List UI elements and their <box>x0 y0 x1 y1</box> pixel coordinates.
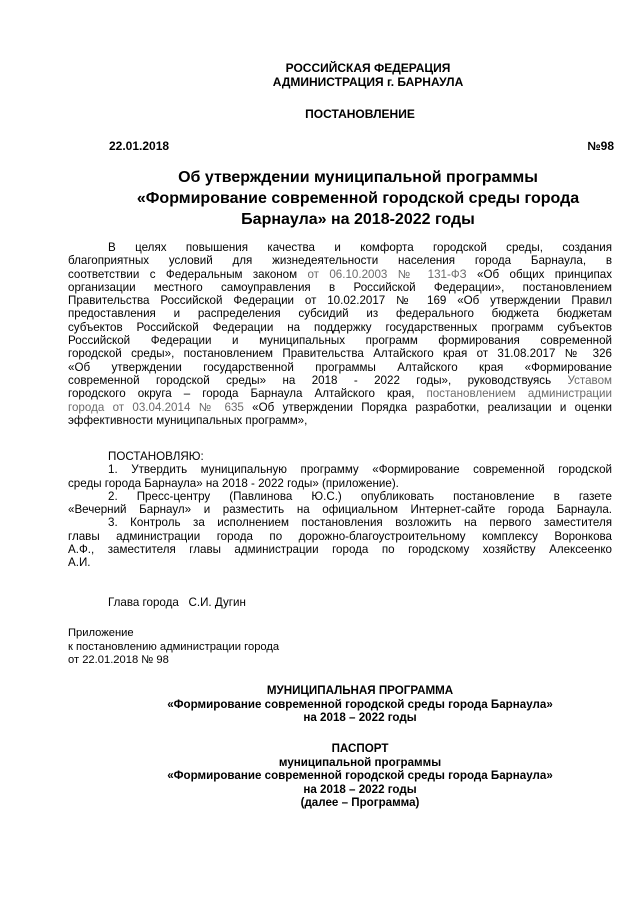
signature-line: Глава города С.И. Дугин <box>108 596 246 609</box>
passport-line: «Формирование современной городской среды города Барнаула» <box>167 769 553 783</box>
preamble-text: городского округа – города Барнаула Алтайского края, <box>68 387 427 401</box>
program-line: МУНИЦИПАЛЬНАЯ ПРОГРАММА <box>266 684 454 697</box>
document-title <box>70 167 640 230</box>
item-3-line: А.Ф., заместителя главы администрации города по городскому хозяйству Алексеенко <box>68 543 612 557</box>
passport-line: на 2018 – 2022 годы <box>303 782 417 796</box>
doc-number: №98 <box>587 139 614 153</box>
item-1-line: 1. Утвердить муниципальную программу «Формирование современной городской <box>108 463 612 477</box>
appendix-line: к постановлению администрации города <box>68 640 280 653</box>
resolve-word: ПОСТАНОВЛЯЮ: <box>108 450 204 463</box>
program-line: на 2018 – 2022 годы <box>303 711 417 725</box>
preamble-line: предоставления и распределения субсидий из федерального бюджета бюджетам <box>68 307 612 321</box>
preamble-text: современной городской среды» на 2018 - 2022 годы», руководствуясь <box>68 373 568 387</box>
item-3-line: А.И. <box>68 556 91 570</box>
resolution-items <box>68 450 612 570</box>
passport-line: ПАСПОРТ <box>331 742 389 755</box>
item-1-line: среды города Барнаула» на 2018 - 2022 годы» (приложение). <box>68 476 399 490</box>
preamble-line: благоприятных условий для жизнедеятельности населения города Барнаула, в <box>68 254 612 268</box>
preamble-line: «Об утверждении государственной программы Алтайского края «Формирование <box>68 360 612 374</box>
item-2-line: «Вечерний Барнаул» и разместить на официальном Интернет-сайте города Барнаула. <box>68 503 612 517</box>
item-2-line: 2. Пресс-центру (Павлинова Ю.С.) опубликовать постановление в газете <box>108 489 612 503</box>
appendix-line: Приложение <box>68 627 134 639</box>
charter-link[interactable]: Уставом <box>567 373 612 387</box>
country-heading: РОССИЙСКАЯ ФЕДЕРАЦИЯ <box>285 61 451 75</box>
preamble-text: соответствии с Федеральным законом <box>68 267 308 281</box>
preamble-line: Правительства Российской Федерации от 10.02.2017 № 169 «Об утверждении Правил <box>68 294 612 308</box>
program-heading <box>78 684 640 725</box>
resolution-link[interactable]: постановлением администрации <box>426 387 612 401</box>
preamble-line: эффективности муниципальных программ», <box>68 413 308 427</box>
passport-heading <box>78 742 640 810</box>
title-line-1: Об утверждении муниципальной программы <box>178 169 538 186</box>
preamble-line: Российской Федерации и муниципальных программ формирования современной <box>68 334 612 348</box>
program-line: «Формирование современной городской среды города Барнаула» <box>167 697 553 711</box>
preamble-line <box>68 268 612 281</box>
resolution-link-date[interactable]: города от 03.04.2014 № 635 <box>68 400 244 414</box>
appendix-block <box>68 627 279 668</box>
preamble-line <box>68 374 612 387</box>
administration-heading: АДМИНИСТРАЦИЯ г. БАРНАУЛА <box>272 75 464 89</box>
doc-type-heading: ПОСТАНОВЛЕНИЕ <box>305 107 415 121</box>
title-line-2: «Формирование современной городской среды города <box>136 190 580 207</box>
preamble-line: В целях повышения качества и комфорта городской среды, создания <box>108 241 612 254</box>
doc-date: 22.01.2018 <box>109 139 170 153</box>
title-line-3: Барнаула» на 2018-2022 годы <box>241 211 475 228</box>
preamble-line <box>68 401 612 414</box>
preamble-line: субъектов Российской Федерации на поддержку государственных программ субъектов <box>68 320 612 334</box>
appendix-line: от 22.01.2018 № 98 <box>68 654 169 666</box>
passport-line: муниципальной программы <box>278 755 442 769</box>
preamble-text: «Об общих принципах <box>466 267 612 281</box>
preamble-line <box>68 387 612 400</box>
federal-law-link[interactable]: от 06.10.2003 № 131-ФЗ <box>307 267 467 281</box>
passport-line: (далее – Программа) <box>300 796 420 810</box>
item-3-line: главы администрации города по дорожно-благоустроительному комплексу Воронкова <box>68 529 612 543</box>
preamble-line: городской среды», постановлением Правительства Алтайского края от 31.08.2017 № 326 <box>68 347 612 361</box>
preamble-paragraph <box>68 241 612 427</box>
preamble-text: «Об утверждении Порядка разработки, реализации и оценки <box>243 400 612 414</box>
preamble-line: организации местного самоуправления в Российской Федерации», постановлением <box>68 280 612 294</box>
item-3-line: 3. Контроль за исполнением постановления возложить на первого заместителя <box>108 516 612 530</box>
